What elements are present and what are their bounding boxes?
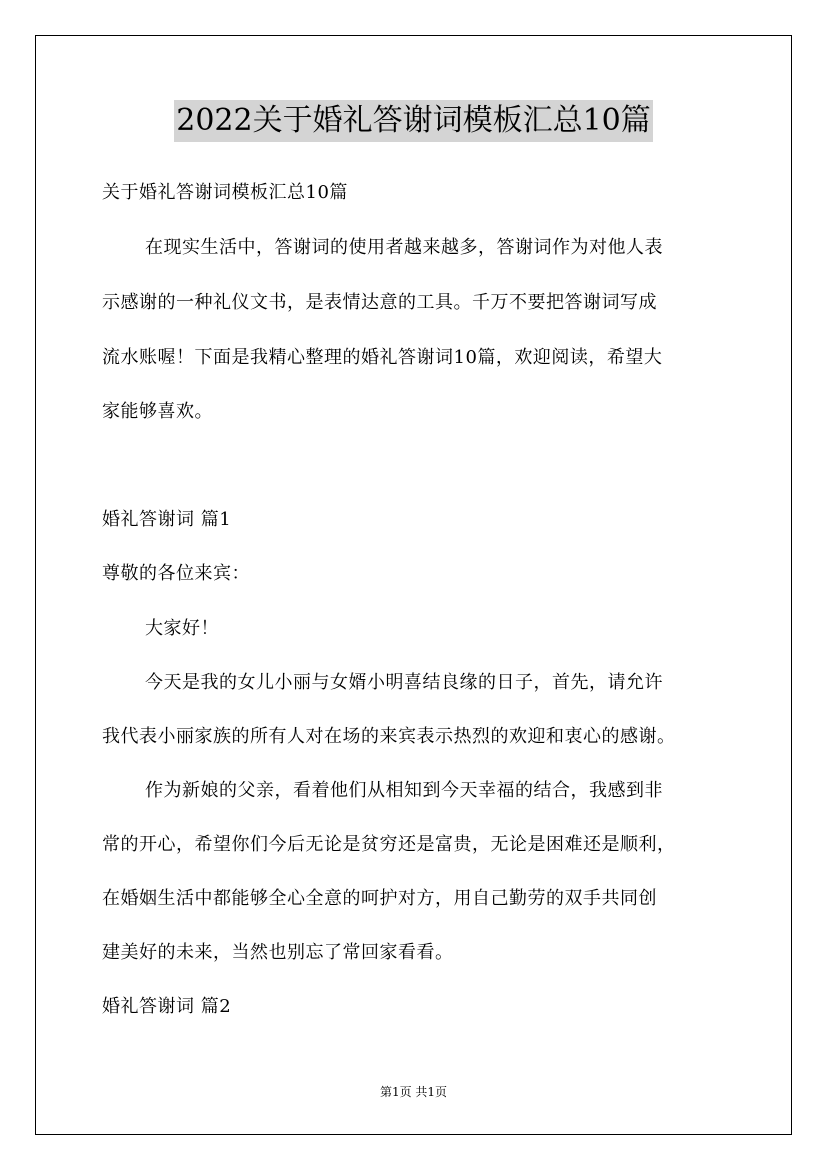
intro-line: 示感谢的一种礼仪文书，是表情达意的工具。千万不要把答谢词写成 <box>102 292 657 313</box>
paragraph-line: 在婚姻生活中都能够全心全意的呵护对方，用自己勤劳的双手共同创 <box>102 888 657 909</box>
document-title-block <box>0 100 827 142</box>
intro-line: 流水账喔！下面是我精心整理的婚礼答谢词10篇，欢迎阅读，希望大 <box>102 347 663 368</box>
greeting: 大家好！ <box>145 618 219 639</box>
page-footer: 第1页 共1页 <box>379 1085 448 1099</box>
subtitle: 关于婚礼答谢词模板汇总10篇 <box>102 182 348 203</box>
intro-line: 家能够喜欢。 <box>102 401 213 422</box>
paragraph-line: 作为新娘的父亲，看着他们从相知到今天幸福的结合，我感到非 <box>145 780 663 801</box>
paragraph-line: 今天是我的女儿小丽与女婿小明喜结良缘的日子，首先，请允许 <box>145 672 663 693</box>
salutation: 尊敬的各位来宾： <box>102 563 250 584</box>
intro-line: 在现实生活中，答谢词的使用者越来越多，答谢词作为对他人表 <box>145 237 663 258</box>
section-heading: 婚礼答谢词 篇1 <box>102 509 232 530</box>
section-heading: 婚礼答谢词 篇2 <box>102 996 232 1017</box>
paragraph-line: 我代表小丽家族的所有人对在场的来宾表示热烈的欢迎和衷心的感谢。 <box>102 726 676 747</box>
document-title: 2022关于婚礼答谢词模板汇总10篇 <box>174 100 653 142</box>
paragraph-line: 建美好的未来，当然也别忘了常回家看看。 <box>102 942 454 963</box>
paragraph-line: 常的开心，希望你们今后无论是贫穷还是富贵，无论是困难还是顺利， <box>102 834 676 855</box>
